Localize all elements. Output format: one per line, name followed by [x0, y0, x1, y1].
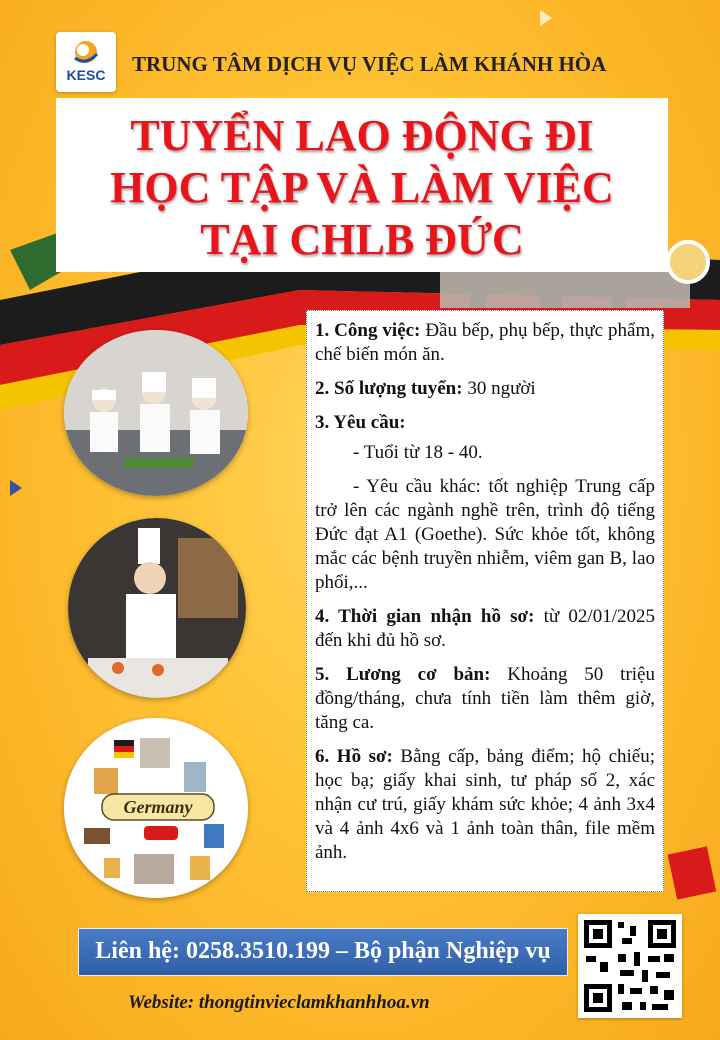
salary-label: 5. Lương cơ bản: [315, 664, 491, 685]
requirement-age: - Tuổi từ 18 - 40. [353, 442, 483, 463]
envelope-icon [668, 846, 717, 899]
count-item [315, 377, 655, 401]
time-label: 4. Thời gian nhận hồ sơ: [315, 606, 535, 627]
salary-value: Khoảng 50 triệu đồng/tháng, chưa tính tiền làm thêm giờ, tăng ca. [315, 664, 655, 733]
documents-label: 6. Hồ sơ: [315, 746, 393, 767]
job-value: Đầu bếp, phụ bếp, thực phẩm, chế biến món ăn. [315, 320, 655, 365]
chefs-team-image [64, 330, 248, 496]
title-line-2: HỌC TẬP VÀ LÀM VIỆC [110, 163, 614, 212]
title-box [56, 98, 668, 272]
count-value: 30 người [462, 378, 536, 399]
kesc-logo [56, 32, 116, 92]
chef-cooking-photo [68, 518, 246, 698]
title-line-3: TẠI CHLB ĐỨC [200, 215, 524, 264]
chefs-team-photo [64, 330, 248, 496]
requirements-label: 3. Yêu cầu: [315, 412, 406, 433]
time-value: từ 02/01/2025 đến khi đủ hồ sơ. [315, 606, 655, 651]
logo-swirl-icon [71, 38, 101, 66]
germany-landmarks-image [64, 718, 248, 898]
beer-mug-icon [668, 242, 708, 282]
logo-text: KESC [66, 67, 106, 83]
job-label: 1. Công việc: [315, 320, 421, 341]
chef-cooking-image [68, 518, 246, 698]
count-label: 2. Số lượng tuyển: [315, 378, 463, 399]
documents-item [315, 745, 655, 865]
qr-code-icon [578, 914, 682, 1018]
documents-value: Bằng cấp, bảng điểm; hộ chiếu; học bạ; giấy khai sinh, tư pháp số 2, xác nhận cư trú, giấy khám sức khỏe; 4 ảnh 3x4 và 4 ảnh 4x6 và 1 ảnh toàn thân, file mềm ảnh. [315, 746, 655, 863]
contact-bar: Liên hệ: 0258.3510.199 – Bộ phận Nghiệp vụ [78, 928, 568, 976]
job-info-box [306, 310, 664, 892]
requirements-item [315, 411, 655, 435]
organization-name: TRUNG TÂM DỊCH VỤ VIỆC LÀM KHÁNH HÒA [132, 52, 607, 76]
qr-code[interactable] [578, 914, 682, 1018]
triangle-deco-icon [10, 480, 22, 496]
requirement-other: - Yêu cầu khác: tốt nghiệp Trung cấp trở lên các ngành nghề trên, trình độ tiếng Đức đạt A1 (Goethe). Sức khỏe tốt, không mắc các bệnh truyền nhiễm, viêm gan B, lao phổi,... [315, 476, 655, 593]
germany-illustration [64, 718, 248, 898]
title-line-1: TUYỂN LAO ĐỘNG ĐI [130, 111, 594, 160]
job-item [315, 319, 655, 367]
salary-item [315, 663, 655, 735]
time-item [315, 605, 655, 653]
website-link[interactable]: Website: thongtinvieclamkhanhhoa.vn [128, 992, 430, 1013]
germany-badge-text: Germany [123, 797, 193, 817]
